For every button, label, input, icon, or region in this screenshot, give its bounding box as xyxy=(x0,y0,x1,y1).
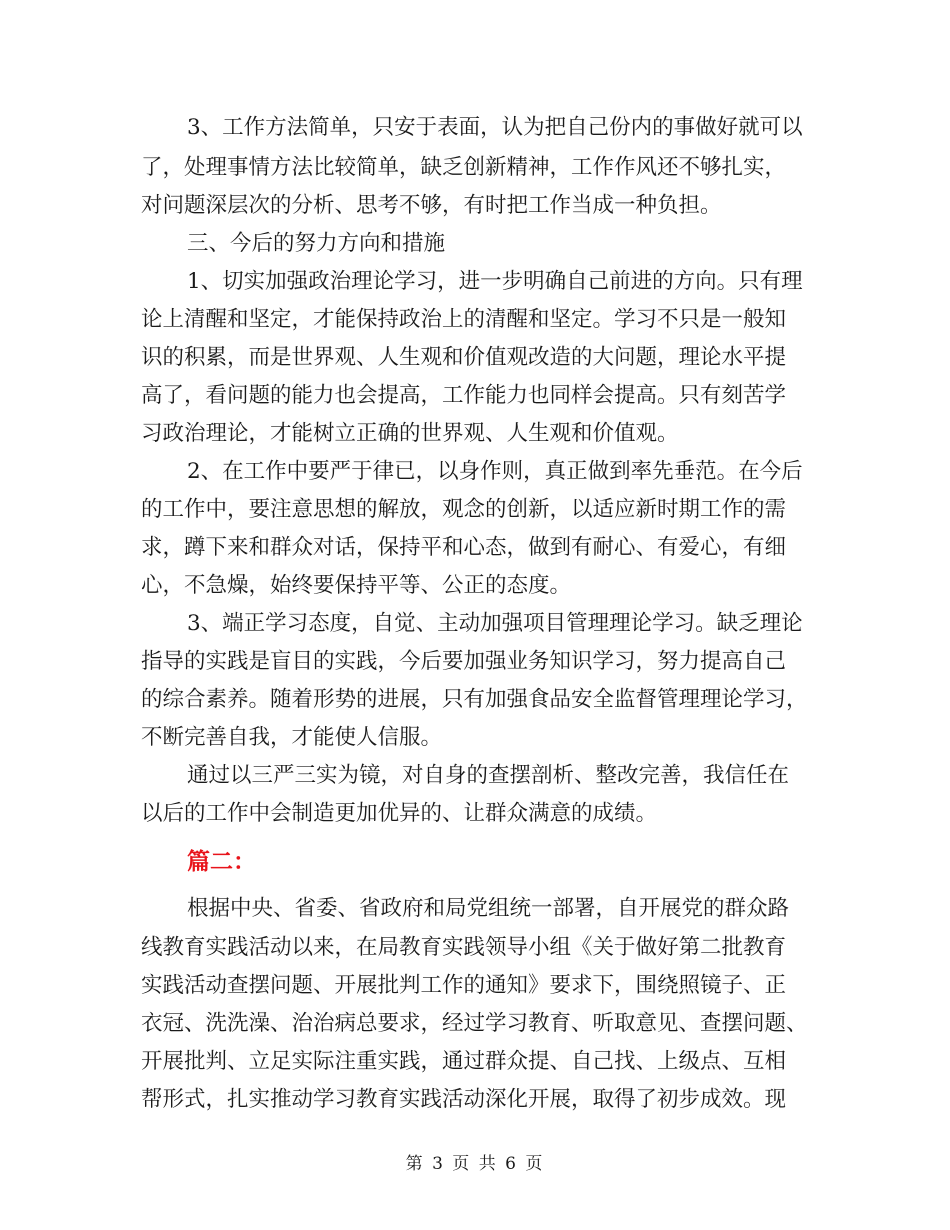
paragraph-line: 心，不急燥，始终要保持平等、公正的态度。 xyxy=(141,573,572,598)
paragraph-line: 识的积累，而是世界观、人生观和价值观改造的大问题，理论水平提 xyxy=(141,345,787,370)
paragraph-line: 以后的工作中会制造更加优异的、让群众满意的成绩。 xyxy=(141,801,658,826)
paragraph-line: 开展批判、立足实际注重实践，通过群众提、自己找、上级点、互相 xyxy=(141,1049,787,1074)
section-title: 篇二： xyxy=(187,848,256,875)
section-heading-line: 三、今后的努力方向和措施 xyxy=(187,231,446,256)
paragraph-line: 2、在工作中要严于律已，以身作则，真正做到率先垂范。在今后 xyxy=(187,459,803,484)
paragraph-line: 习政治理论，才能树立正确的世界观、人生观和价值观。 xyxy=(141,421,679,446)
paragraph-line: 对问题深层次的分析、思考不够，有时把工作当成一种负担。 xyxy=(141,193,722,218)
paragraph-line: 高了，看问题的能力也会提高，工作能力也同样会提高。只有刻苦学 xyxy=(141,383,787,408)
paragraph-line: 求，蹲下来和群众对话，保持平和心态，做到有耐心、有爱心，有细 xyxy=(141,535,787,560)
paragraph-line: 帮形式，扎实推动学习教育实践活动深化开展，取得了初步成效。现 xyxy=(141,1087,787,1112)
paragraph-line: 1、切实加强政治理论学习，进一步明确自己前进的方向。只有理 xyxy=(187,269,803,294)
paragraph-line: 的工作中，要注意思想的解放，观念的创新，以适应新时期工作的需 xyxy=(141,497,787,522)
paragraph-line: 实践活动查摆问题、开展批判工作的通知》要求下，围绕照镜子、正 xyxy=(141,973,787,998)
paragraph-line: 论上清醒和坚定，才能保持政治上的清醒和坚定。学习不只是一般知 xyxy=(141,307,787,332)
paragraph-line: 的综合素养。随着形势的进展，只有加强食品安全监督管理理论学习， xyxy=(141,687,808,712)
paragraph-line: 根据中央、省委、省政府和局党组统一部署，自开展党的群众路 xyxy=(187,896,790,921)
paragraph-line: 衣冠、洗洗澡、治治病总要求，经过学习教育、听取意见、查摆问题、 xyxy=(141,1011,808,1036)
paragraph-line: 指导的实践是盲目的实践，今后要加强业务知识学习，努力提高自己 xyxy=(141,649,787,674)
paragraph-line: 了，处理事情方法比较简单，缺乏创新精神，工作作风还不够扎实， xyxy=(141,155,787,180)
paragraph-line: 3、端正学习态度，自觉、主动加强项目管理理论学习。缺乏理论 xyxy=(187,611,803,636)
paragraph-line: 通过以三严三实为镜，对自身的查摆剖析、整改完善，我信任在 xyxy=(187,763,790,788)
paragraph-line: 不断完善自我，才能使人信服。 xyxy=(141,725,443,750)
page-number-footer: 第 3 页 共 6 页 xyxy=(405,1154,545,1174)
paragraph-line: 线教育实践活动以来，在局教育实践领导小组《关于做好第二批教育 xyxy=(141,935,787,960)
paragraph-line: 3、工作方法简单，只安于表面，认为把自己份内的事做好就可以 xyxy=(187,115,803,140)
